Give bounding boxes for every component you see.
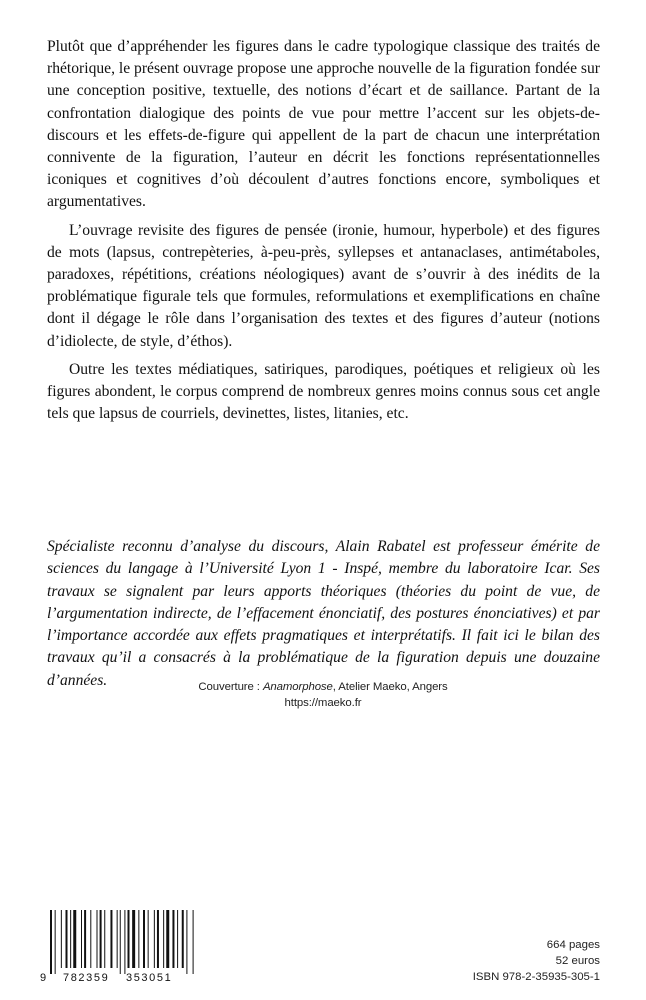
isbn: ISBN 978-2-35935-305-1 [472, 970, 600, 983]
barcode-bar [110, 910, 112, 968]
barcode-bar [124, 910, 125, 974]
book-description [47, 36, 600, 425]
barcode-bar [177, 910, 178, 968]
barcode-left-digits: 782359 [63, 972, 110, 984]
barcode-bar [81, 910, 82, 968]
barcode-bar [154, 910, 155, 968]
barcode-bar [143, 910, 145, 968]
barcode-bar [163, 910, 164, 968]
description-paragraph-3: Outre les textes médiatiques, satiriques, parodiques, poétiques et religieux où les figures abondent, le corpus comprend de nombreux genres moins connus sous cet angle tels que lapsus de courriels, devinettes, listes, litanies, etc. [47, 360, 600, 423]
barcode-first-digit: 9 [40, 972, 47, 984]
barcode-right-digits: 353051 [126, 972, 173, 984]
barcode-bar [128, 910, 130, 968]
barcode-bar [117, 910, 118, 968]
barcode-bar [90, 910, 91, 968]
barcode-bar [61, 910, 62, 968]
credit-work-title: Anamorphose [262, 681, 333, 693]
barcode-bar [104, 910, 105, 968]
isbn-barcode [40, 910, 200, 988]
description-paragraph-2: L’ouvrage revisite des figures de pensée (ironie, humour, hyperbole) et des figures de mots (lapsus, contrepèteries, à-peu-près, syllepses et antanaclases, antimétaboles, paradoxes, répétitions, créations néologiques) avant de s’ouvrir à des inédits de la problématique figurale tels que formules, reformulations et exemplifications en chaîne dont il dégage le rôle dans l’organisation des textes et des figures d’auteur (notions d’idiolecte, de style, d’éthos). [47, 221, 600, 350]
credit-studio: , Atelier Maeko, Angers [332, 681, 448, 693]
barcode-bar [166, 910, 169, 968]
barcode-bar [157, 910, 159, 968]
barcode-bar [182, 910, 184, 968]
credit-url: https://maeko.fr [284, 696, 362, 709]
page-count: 664 pages [546, 939, 600, 951]
barcode-bar [50, 910, 52, 974]
price: 52 euros [555, 954, 600, 967]
description-paragraph-1: Plutôt que d’appréhender les figures dans le cadre typologique classique des traités de rhétorique, le présent ouvrage propose une approche nouvelle de la figuration fondée sur une conception positive, textuelle, des notions d’écart et de saillance. Partant de la confrontation dialogique des points de vue pour mettre l’accent sur les objets-de-discours et les effets-de-figure qui appellent de la part de chacun une interprétation connivente de la figuration, l’auteur en décrit les fonctions représentationnelles iconiques et cognitives d’où découlent d’autres fonctions encore, symboliques et argumentatives. [47, 38, 600, 211]
barcode-bar [193, 910, 194, 974]
author-bio: Spécialiste reconnu d’analyse du discours, Alain Rabatel est professeur émérite de sciences du langage à l’Université Lyon 1 - Inspé, membre du laboratoire Icar. Ses travaux se signalent par leurs apports théoriques (théories du point de vue, de l’argumentation indirecte, de l’effacement énonciatif, des postures énonciatives) et par l’importance accordée aux effets pragmatiques et interprétatifs. Il fait ici le bilan des travaux qu’il a consacrés à la problématique de la figuration depuis une douzaine d’années. [47, 538, 600, 689]
barcode-bar [172, 910, 174, 968]
barcode-bar [55, 910, 56, 974]
barcode-bars [40, 910, 200, 974]
cover-credit [0, 680, 646, 711]
barcode-bar [148, 910, 149, 968]
barcode-bar [120, 910, 121, 974]
barcode-bar [100, 910, 102, 968]
barcode-bar [84, 910, 86, 968]
credit-label: Couverture : [198, 681, 263, 693]
barcode-bar [97, 910, 98, 968]
barcode-bar [132, 910, 135, 968]
book-info [473, 938, 600, 985]
cover-credit-line [0, 680, 646, 696]
barcode-bar [138, 910, 139, 968]
barcode-bar [186, 910, 187, 974]
barcode-bar [66, 910, 68, 968]
barcode-bar [73, 910, 76, 968]
barcode-bar [70, 910, 71, 968]
